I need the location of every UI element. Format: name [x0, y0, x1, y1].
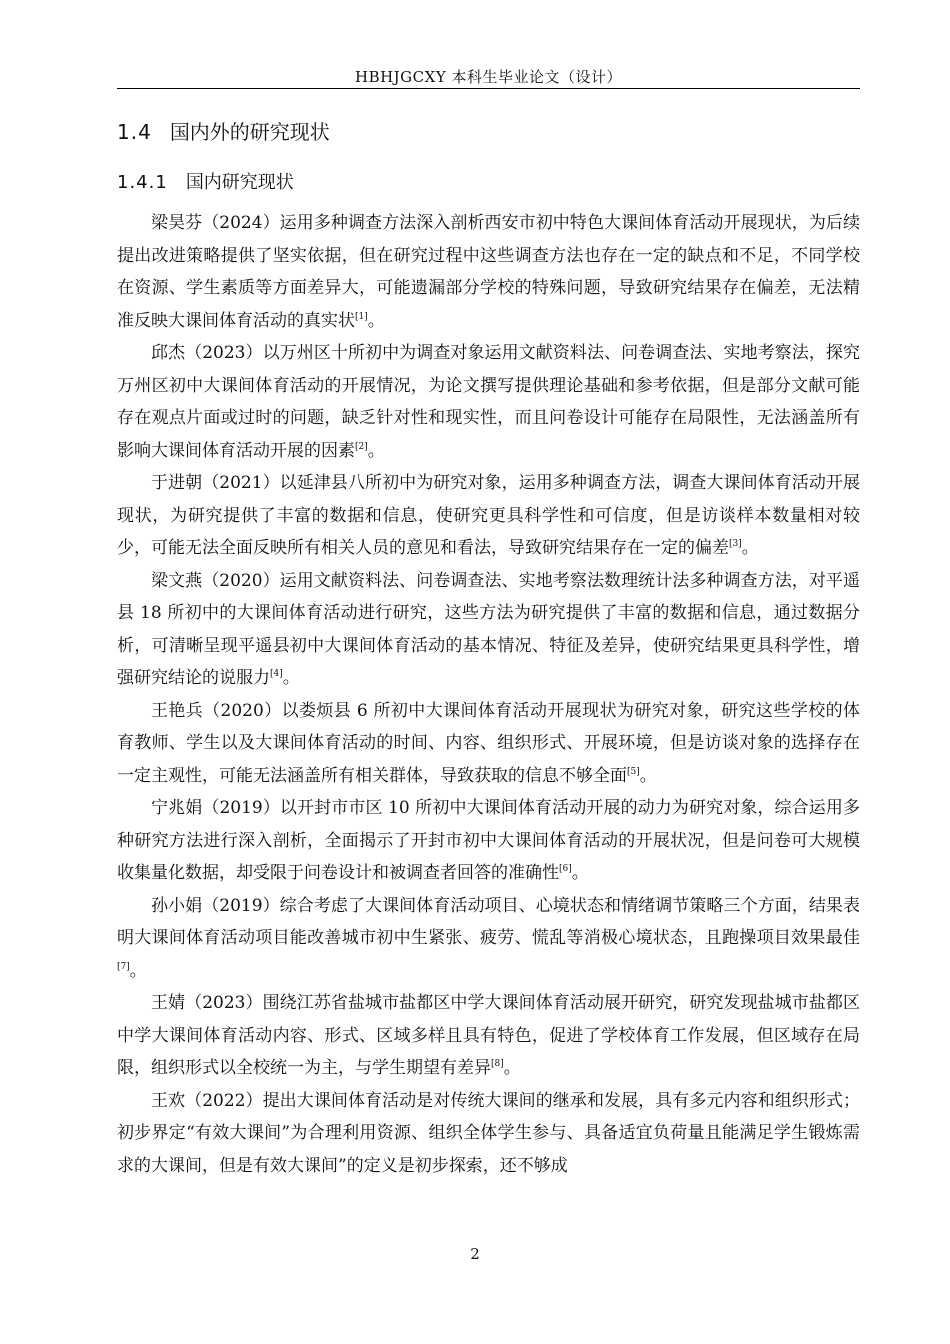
citation-ref: [7] [117, 961, 130, 972]
citation-ref: [3] [729, 539, 742, 549]
paragraph: 王欢（2022）提出大课间体育活动是对传统大课间的继承和发展，具有多元内容和组织形式；初步界定“有效大课间”为合理利用资源、组织全体学生参与、具备适宜负荷量且能满足学生锻炼需求的大课间，但是有效大课间”的定义是初步探索，还不够成 [117, 1090, 860, 1176]
section-heading [117, 118, 330, 146]
citation-ref: [2] [355, 441, 368, 452]
citation-ref: [5] [627, 766, 640, 777]
body-text [117, 207, 860, 1182]
paragraph: 邱杰（2023）以万州区十所初中为调查对象运用文献资料法、问卷调查法、实地考察法，探究万州区初中大课间体育活动的开展情况，为论文撰写提供理论基础和参考依据，但是部分文献可能存在观点片面或过时的问题，缺乏针对性和现实性，而且问卷设计可能存在局限性，无法涵盖所有影响大课间体育活动开展的因素[2]。 [117, 343, 860, 461]
header-rule [117, 88, 860, 89]
paragraph: 王艳兵（2020）以娄烦县 6 所初中大课间体育活动开展现状为研究对象，研究这些学校的体育教师、学生以及大课间体育活动的时间、内容、组织形式、开展环境，但是访谈对象的选择存在一定主观性，可能无法涵盖所有相关群体，导致获取的信息不够全面[5]。 [117, 700, 860, 786]
page-number: 2 [470, 1245, 480, 1263]
paragraph: 于进朝（2021）以延津县八所初中为研究对象，运用多种调查方法，调查大课间体育活动开展现状，为研究提供了丰富的数据和信息，使研究更具科学性和可信度，但是访谈样本数量相对较少，可能无法全面反映所有相关人员的意见和看法，导致研究结果存在一定的偏差[3]。 [117, 473, 860, 558]
paragraph: 梁昊芬（2024）运用多种调查方法深入剖析西安市初中特色大课间体育活动开展现状，为后续提出改进策略提供了坚实依据，但在研究过程中这些调查方法也存在一定的缺点和不足，不同学校在资源、学生素质等方面差异大，可能遗漏部分学校的特殊问题，导致研究结果存在偏差，无法精准反映大课间体育活动的真实状[1]。 [117, 213, 860, 331]
paragraph: 王婧（2023）围绕江苏省盐城市盐都区中学大课间体育活动展开研究，研究发现盐城市盐都区中学大课间体育活动内容、形式、区域多样且具有特色，促进了学校体育工作发展，但区域存在局限，组织形式以全校统一为主，与学生期望有差异[8]。 [117, 993, 860, 1078]
paragraph: 宁兆娟（2019）以开封市市区 10 所初中大课间体育活动开展的动力为研究对象，综合运用多种研究方法进行深入剖析，全面揭示了开封市初中大课间体育活动的开展状况，但是问卷可大规模收集量化数据，却受限于问卷设计和被调查者回答的准确性[6]。 [117, 798, 860, 883]
subsection-heading [117, 170, 294, 196]
subsection-title: 国内研究现状 [185, 172, 294, 193]
paragraph: 梁文燕（2020）运用文献资料法、问卷调查法、实地考察法数理统计法多种调查方法，对平遥县 18 所初中的大课间体育活动进行研究，这些方法为研究提供了丰富的数据和信息，通过数据分析，可清晰呈现平遥县初中大课间体育活动的基本情况、特征及差异，使研究结果更具科学性，增强研究结论的说服力[4]。 [117, 570, 860, 688]
citation-ref: [8] [491, 1059, 504, 1069]
citation-ref: [6] [559, 864, 572, 874]
section-number: 1.4 [117, 120, 152, 144]
page-header: HBHJGCXY 本科生毕业论文（设计） [354, 68, 622, 86]
citation-ref: [1] [355, 311, 368, 322]
citation-ref: [4] [270, 669, 283, 679]
subsection-number: 1.4.1 [117, 172, 168, 193]
section-title: 国内外的研究现状 [169, 120, 330, 144]
paragraph: 孙小娟（2019）综合考虑了大课间体育活动项目、心境状态和情绪调节策略三个方面，结果表明大课间体育活动项目能改善城市初中生紧张、疲劳、慌乱等消极心境状态，且跑操项目效果最佳[7]。 [117, 895, 860, 981]
